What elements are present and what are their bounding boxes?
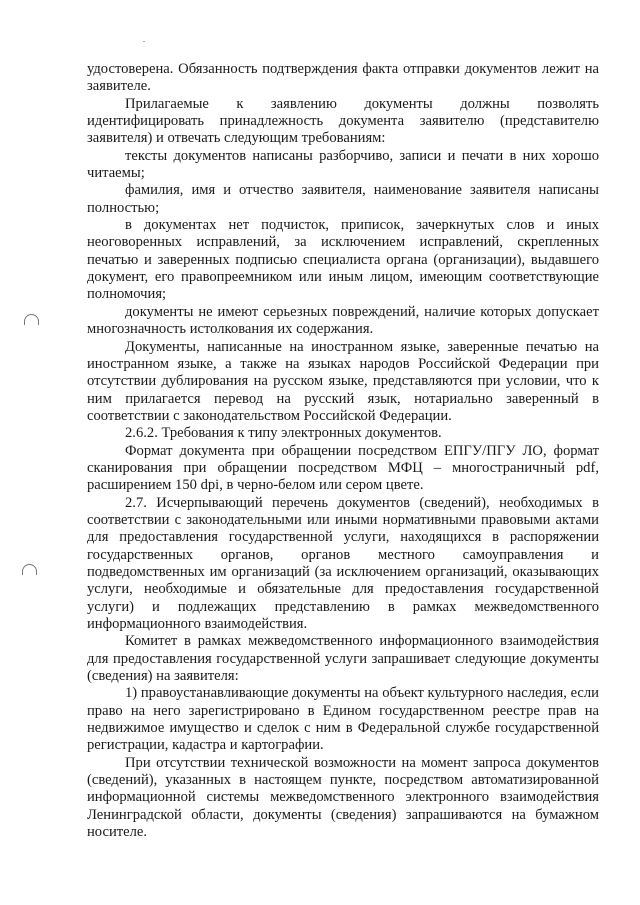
paragraph: Документы, написанные на иностранном языке, заверенные печатью на иностранном языке, а также на языках народов Российской Федерации при отсутствии дублирования на русском языке, представляются при условии, что к ним прилагается перевод на русский язык, нотариально заверенный в соответствии с законодательством Российской Федерации. <box>87 338 599 424</box>
scan-speck <box>143 41 145 42</box>
paragraph: Комитет в рамках межведомственного информационного взаимодействия для предоставления государственной услуги запрашивает следующие документы (сведения) на заявителя: <box>87 633 599 685</box>
paragraph: удостоверена. Обязанность подтверждения факта отправки документов лежит на заявителе. <box>87 61 599 95</box>
paragraph: При отсутствии технической возможности на момент запроса документов (сведений), указанных в настоящем пункте, посредством автоматизированной информационной системы межведомственного электронного взаимодействия Ленинградской области, документы (сведения) запрашиваются на бумажном носителе. <box>87 754 599 841</box>
paragraph: 1) правоустанавливающие документы на объект культурного наследия, если право на него зарегистрировано в Едином государственном реестре прав на недвижимое имущество и сделок с ним в Федеральной службе государственной регистрации, кадастра и картографии. <box>87 685 599 754</box>
punch-hole-mark <box>24 314 39 325</box>
paragraph: тексты документов написаны разборчиво, записи и печати в них хорошо читаемы; <box>87 147 599 182</box>
paragraph: в документах нет подчисток, приписок, зачеркнутых слов и иных неоговоренных исправлений, за исключением исправлений, скрепленных печатью и заверенных подписью специалиста органа (организации), выдавшего документ, его правопреемником или иным лицом, имеющим соответствующие полномочия; <box>87 217 599 303</box>
punch-hole-mark <box>22 564 37 575</box>
paragraph: фамилия, имя и отчество заявителя, наименование заявителя написаны полностью; <box>87 182 599 216</box>
paragraph: документы не имеют серьезных повреждений, наличие которых допускает многозначность истолкования их содержания. <box>87 303 599 338</box>
paragraph: 2.7. Исчерпывающий перечень документов (сведений), необходимых в соответствии с законодательными или иными нормативными правовыми актами для предоставления государственной услуги, находящихся в распоряжении государственных органов, органов местного самоуправления и подведомственных им организаций (за исключением организаций, оказывающих услуги, необходимые и обязательные для предоставления государственной услуги) и подлежащих представлению в рамках межведомственного информационного взаимодействия. <box>87 494 599 632</box>
paragraph: Формат документа при обращении посредством ЕПГУ/ПГУ ЛО, формат сканирования при обращении посредством МФЦ – многостраничный pdf, расширением 150 dpi, в черно-белом или сером цвете. <box>87 442 599 494</box>
section-heading: 2.6.2. Требования к типу электронных документов. <box>125 425 442 442</box>
document-body <box>87 61 599 841</box>
paragraph: Прилагаемые к заявлению документы должны позволять идентифицировать принадлежность документа заявителю (представителю заявителя) и отвечать следующим требованиям: <box>87 95 599 147</box>
